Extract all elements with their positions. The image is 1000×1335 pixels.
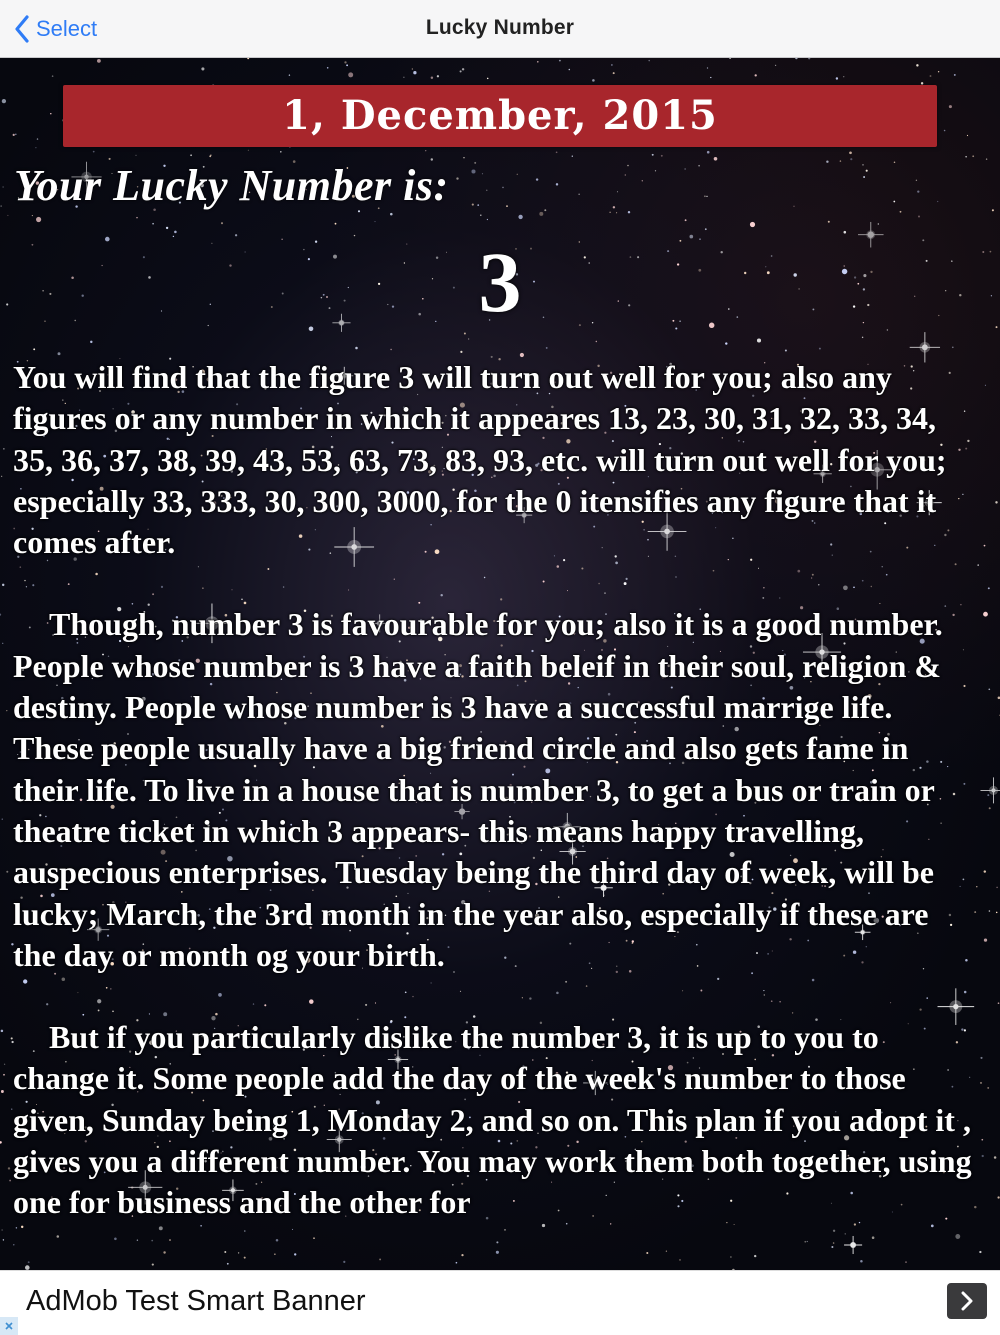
ad-arrow-button[interactable] bbox=[947, 1283, 987, 1319]
back-button-label: Select bbox=[36, 16, 98, 41]
paragraph: You will find that the figure 3 will turn out well for you; also any figures or any number in which it appeares 13, 23, 30, 31, 32, 33, 34, 35, 36, 37, 38, 39, 43, 53, 63, 73, 83, 93, etc. will turn out well for you; especially 33, 333, 30, 300, 3000, for the 0 itensifies any figure that it comes after. bbox=[13, 359, 947, 561]
close-icon bbox=[4, 1321, 14, 1331]
paragraph: Though, number 3 is favourable for you; also it is a good number. People whose number is 3 have a faith beleif in their soul, religion & destiny. People whose number is 3 have a successful marrige life. These people usually have a big friend circle and also gets fame in their life. To live in a house that is number 3, to get a bus or train or theatre ticket in which 3 appears- this means happy travelling, auspecious enterprises. Tuesday being the third day of week, will be lucky; March, the 3rd month in the year also, especially if these are the day or month og your birth. bbox=[13, 606, 943, 973]
ad-info-icon[interactable] bbox=[0, 1317, 18, 1335]
navigation-bar bbox=[0, 0, 1000, 58]
chevron-right-icon bbox=[960, 1291, 974, 1311]
lucky-number-heading: Your Lucky Number is: bbox=[14, 161, 449, 210]
paragraph: But if you particularly dislike the number 3, it is up to you to change it. Some people add the day of the week's number to those given, Sunday being 1, Monday 2, and so on. This plan if you adopt it , gives you a different number. You may work them both together, using one for business and the other for bbox=[13, 1019, 972, 1221]
lucky-number-value: 3 bbox=[478, 234, 522, 330]
date-banner: 1, December, 2015 bbox=[63, 85, 937, 147]
ad-label: AdMob Test Smart Banner bbox=[26, 1285, 366, 1317]
description-text bbox=[13, 357, 978, 1265]
ad-banner[interactable] bbox=[0, 1270, 1000, 1335]
page-title: Lucky Number bbox=[425, 16, 575, 39]
